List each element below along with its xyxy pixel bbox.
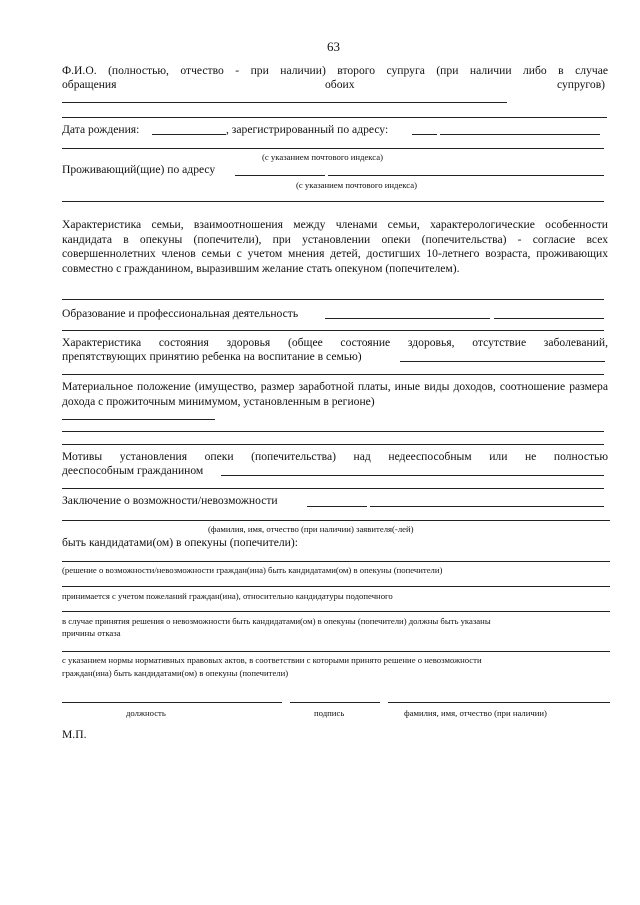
refusal-field[interactable] bbox=[62, 611, 610, 612]
residence-label: Проживающий(щие) по адресу bbox=[62, 163, 216, 176]
refusal-hint-line2: причины отказа bbox=[62, 628, 121, 638]
residence-field-3[interactable] bbox=[62, 201, 604, 202]
page-number: 63 bbox=[327, 39, 340, 54]
health-label-line2: препятствующих принятию ребенка на воспитание в семью) bbox=[62, 350, 362, 363]
education-field[interactable] bbox=[325, 318, 490, 319]
norms-field[interactable] bbox=[62, 651, 610, 652]
spouse-name-field[interactable] bbox=[62, 102, 507, 103]
family-characteristics-label: Характеристика семьи, взаимоотношения между членами семьи, характерологические особенности кандидата в опекуны (попечители), при установлении опеки (попечительства) - согласие всех совершеннолетних членов семьи с учетом мнения детей, достигших 10-летнего возраста, проживающих совместно с гражданином, выразившим желание стать опекуном (попечителем). bbox=[62, 218, 608, 275]
birth-date-field[interactable] bbox=[152, 134, 226, 135]
health-label-line1: Характеристика состояния здоровья (общее состояние здоровья, отсутствие заболеваний, bbox=[62, 336, 608, 349]
registered-address-label: , зарегистрированный по адресу: bbox=[226, 123, 389, 136]
residence-field-2[interactable] bbox=[328, 175, 604, 176]
motives-label-line2: дееспособным гражданином bbox=[62, 464, 204, 477]
position-field[interactable] bbox=[62, 702, 282, 703]
wishes-field[interactable] bbox=[62, 586, 610, 587]
spouse-label-line2b: обоих bbox=[325, 78, 355, 91]
signature-caption: подпись bbox=[314, 708, 345, 718]
decision-field[interactable] bbox=[62, 561, 610, 562]
education-label: Образование и профессиональная деятельность bbox=[62, 307, 299, 320]
registered-address-field[interactable] bbox=[412, 134, 437, 135]
registered-address-hint: (с указанием почтового индекса) bbox=[262, 152, 384, 162]
signature-field[interactable] bbox=[290, 702, 380, 703]
conclusion-field-2[interactable] bbox=[370, 506, 604, 507]
residence-field[interactable] bbox=[235, 175, 325, 176]
material-field-2[interactable] bbox=[62, 431, 604, 432]
decision-hint: (решение о возможности/невозможности граждан(ина) быть кандидатами(ом) в опекуны (попечители) bbox=[62, 565, 443, 575]
motives-field[interactable] bbox=[221, 475, 604, 476]
education-field-3[interactable] bbox=[62, 330, 604, 331]
conclusion-field[interactable] bbox=[307, 506, 367, 507]
registered-address-field-2[interactable] bbox=[440, 134, 600, 135]
birth-date-label: Дата рождения: bbox=[62, 123, 140, 136]
stamp-label: М.П. bbox=[62, 728, 87, 741]
material-field[interactable] bbox=[62, 419, 215, 420]
refusal-hint-line1: в случае принятия решения о невозможности быть кандидатами(ом) в опекуны (попечители) должны быть указаны bbox=[62, 616, 491, 626]
material-field-3[interactable] bbox=[62, 444, 604, 445]
applicant-name-field[interactable] bbox=[62, 520, 610, 521]
conclusion-label: Заключение о возможности/невозможности bbox=[62, 494, 278, 507]
motives-field-2[interactable] bbox=[62, 488, 604, 489]
residence-hint: (с указанием почтового индекса) bbox=[296, 180, 418, 190]
spouse-label-line1: Ф.И.О. (полностью, отчество - при наличии) второго супруга (при наличии либо в случае bbox=[62, 64, 608, 77]
position-caption: должность bbox=[126, 708, 166, 718]
full-name-caption: фамилия, имя, отчество (при наличии) bbox=[404, 708, 547, 718]
applicant-name-hint: (фамилия, имя, отчество (при наличии) заявителя(-лей) bbox=[208, 524, 414, 534]
wishes-hint: принимается с учетом пожеланий граждан(ина), относительно кандидатуры подопечного bbox=[62, 591, 393, 601]
health-field-2[interactable] bbox=[62, 374, 604, 375]
motives-label-line1: Мотивы установления опеки (попечительства) над недееспособным или не полностью bbox=[62, 450, 608, 463]
family-characteristics-field[interactable] bbox=[62, 299, 604, 300]
education-field-2[interactable] bbox=[494, 318, 604, 319]
norms-hint-line1: с указанием нормы нормативных правовых актов, в соответствии с которыми принято решение о невозможности bbox=[62, 655, 482, 665]
spouse-name-field-2[interactable] bbox=[62, 117, 607, 118]
health-field[interactable] bbox=[400, 361, 605, 362]
material-label: Материальное положение (имущество, размер заработной платы, иные виды доходов, соотношение размера дохода с прожиточным минимумом, установленным в регионе) bbox=[62, 380, 608, 408]
spouse-label-line2a: обращения bbox=[62, 78, 117, 91]
full-name-field[interactable] bbox=[388, 702, 610, 703]
norms-hint-line2: граждан(ина) быть кандидатами(ом) в опекуны (попечители) bbox=[62, 668, 289, 678]
registered-address-field-3[interactable] bbox=[62, 148, 604, 149]
candidates-label: быть кандидатами(ом) в опекуны (попечители): bbox=[62, 536, 298, 549]
spouse-label-line2c: супругов) bbox=[557, 78, 606, 91]
